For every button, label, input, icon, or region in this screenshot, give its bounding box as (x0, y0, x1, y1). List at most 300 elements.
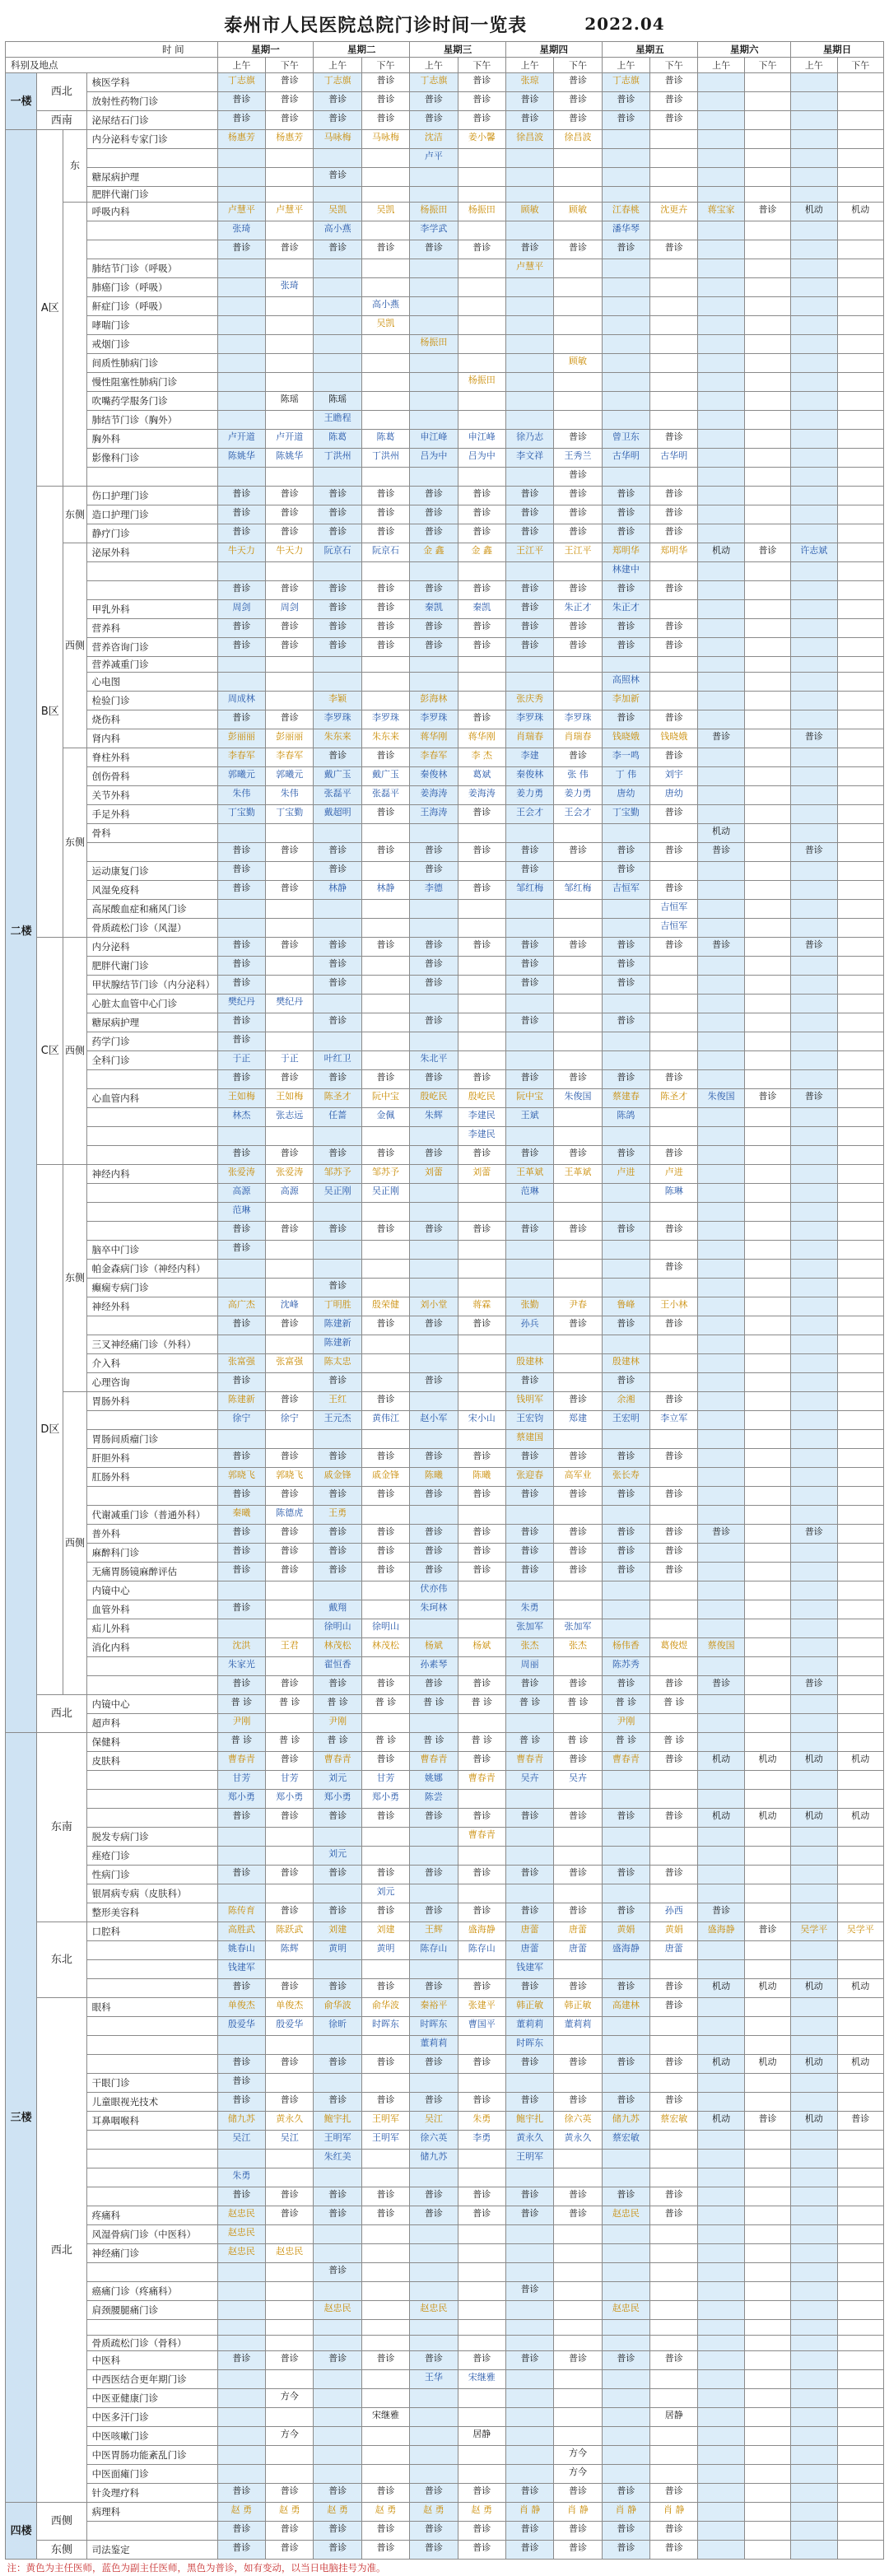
schedule-slot (602, 2446, 649, 2465)
schedule-slot (650, 2093, 698, 2112)
doctor-name: 普诊 (281, 1563, 299, 1577)
schedule-slot (837, 1222, 884, 1241)
schedule-slot (791, 187, 837, 203)
doctor-name: 普诊 (281, 73, 299, 87)
doctor-name: 普诊 (569, 843, 587, 857)
schedule-slot (314, 354, 361, 373)
schedule-slot (361, 2301, 409, 2320)
schedule-slot (410, 1828, 458, 1847)
schedule-slot (458, 692, 505, 710)
schedule-slot (458, 1146, 505, 1165)
schedule-slot (602, 843, 649, 862)
schedule-slot (791, 1411, 837, 1430)
department-name: 泌尿结石门诊 (86, 111, 217, 130)
table-row (6, 2541, 884, 2560)
doctor-name: 普诊 (328, 168, 347, 182)
schedule-slot (361, 710, 409, 729)
table-row (6, 2074, 884, 2093)
schedule-slot (505, 297, 553, 316)
doctor-name: 刘元 (376, 1884, 394, 1898)
schedule-slot (314, 1866, 361, 1884)
doctor-name: 普诊 (617, 1676, 635, 1690)
schedule-slot (744, 297, 790, 316)
schedule-slot (361, 1070, 409, 1089)
schedule-slot (602, 1108, 649, 1127)
schedule-slot (217, 92, 265, 111)
schedule-slot (266, 1866, 314, 1884)
department-name: 伤口护理门诊 (86, 487, 217, 505)
schedule-slot (458, 862, 505, 881)
schedule-slot (650, 919, 698, 938)
doctor-name: 普诊 (665, 1260, 683, 1274)
department-name: 风湿骨病门诊（中医科） (86, 2225, 217, 2244)
doctor-name: 卢平 (425, 149, 443, 163)
schedule-slot (791, 1373, 837, 1392)
doctor-name: 郭晓飞 (228, 1468, 255, 1482)
schedule-slot (837, 881, 884, 900)
doctor-name: 普诊 (472, 1563, 491, 1577)
table-row (6, 957, 884, 976)
schedule-slot (744, 562, 790, 581)
schedule-slot (698, 1430, 744, 1449)
doctor-name: 普诊 (425, 1222, 443, 1236)
schedule-slot (837, 2187, 884, 2206)
schedule-slot (698, 1051, 744, 1070)
doctor-name: 机动 (712, 1752, 730, 1766)
schedule-slot (554, 919, 602, 938)
doctor-name: 普诊 (328, 240, 347, 254)
schedule-slot (361, 1354, 409, 1373)
doctor-name: 刘元 (328, 1771, 347, 1785)
schedule-slot (650, 1184, 698, 1203)
schedule-slot (217, 316, 265, 335)
schedule-slot (744, 1525, 790, 1544)
schedule-slot (554, 729, 602, 748)
schedule-slot (698, 1373, 744, 1392)
doctor-name: 普诊 (472, 1809, 491, 1823)
schedule-slot (650, 2150, 698, 2168)
table-row (6, 316, 884, 335)
department-name: 心理咨询 (86, 1373, 217, 1392)
department-name (86, 1411, 217, 1430)
schedule-slot (837, 1733, 884, 1752)
schedule-slot (837, 1051, 884, 1070)
schedule-slot (217, 449, 265, 468)
schedule-slot (314, 1335, 361, 1354)
doctor-name: 普诊 (281, 619, 299, 633)
schedule-slot (266, 1600, 314, 1619)
schedule-slot (314, 2465, 361, 2484)
doctor-name: 普诊 (425, 976, 443, 990)
schedule-slot (217, 1070, 265, 1089)
schedule-slot (266, 1847, 314, 1866)
schedule-slot (314, 919, 361, 938)
schedule-slot (698, 1449, 744, 1468)
doctor-name: 普诊 (665, 1146, 683, 1160)
schedule-slot (602, 1676, 649, 1695)
schedule-slot (650, 657, 698, 673)
department-name (86, 1146, 217, 1165)
doctor-name: 卢慧平 (276, 203, 303, 217)
schedule-slot (744, 1828, 790, 1847)
schedule-slot (791, 2370, 837, 2389)
doctor-name: 居静 (472, 2427, 491, 2441)
day-header: 星期六 (698, 42, 791, 58)
schedule-slot (650, 900, 698, 919)
schedule-slot (266, 1657, 314, 1676)
schedule-slot (361, 2244, 409, 2263)
schedule-slot (314, 2541, 361, 2560)
schedule-slot (410, 1165, 458, 1184)
schedule-slot (698, 2484, 744, 2503)
schedule-slot (217, 619, 265, 638)
doctor-name: 普 诊 (663, 1695, 685, 1709)
schedule-slot (505, 1260, 553, 1279)
doctor-name: 普诊 (521, 862, 539, 876)
schedule-slot (650, 1922, 698, 1941)
schedule-slot (217, 1203, 265, 1222)
doctor-name: 秦凯 (472, 600, 491, 614)
schedule-slot (458, 543, 505, 562)
schedule-slot (458, 1638, 505, 1657)
schedule-slot (791, 1695, 837, 1714)
table-row (6, 1922, 884, 1941)
table-row (6, 581, 884, 600)
schedule-slot (410, 562, 458, 581)
day-header: 星期日 (791, 42, 884, 58)
schedule-slot (744, 259, 790, 278)
doctor-name: 普诊 (569, 2206, 587, 2220)
schedule-slot (361, 862, 409, 881)
schedule-slot (458, 1335, 505, 1354)
doctor-name: 唐幼 (617, 786, 635, 800)
doctor-name: 普诊 (665, 638, 683, 652)
schedule-slot (791, 2244, 837, 2263)
schedule-slot (791, 1544, 837, 1563)
schedule-slot (361, 1468, 409, 1487)
schedule-slot (791, 297, 837, 316)
doctor-name: 鲍宇扎 (324, 2112, 351, 2126)
schedule-slot (554, 805, 602, 824)
schedule-slot (217, 487, 265, 505)
doctor-name: 彭丽丽 (228, 729, 255, 743)
schedule-slot (314, 1051, 361, 1070)
schedule-slot (554, 1960, 602, 1979)
doctor-name: 普诊 (665, 881, 683, 895)
schedule-slot (361, 957, 409, 976)
doctor-name: 普 诊 (519, 1695, 541, 1709)
doctor-name: 普诊 (665, 111, 683, 125)
schedule-slot (744, 2282, 790, 2301)
department-name (86, 1657, 217, 1676)
schedule-slot (837, 278, 884, 297)
doctor-name: 马咏梅 (324, 130, 351, 144)
schedule-slot (505, 1392, 553, 1411)
schedule-slot (602, 411, 649, 430)
schedule-slot (266, 1619, 314, 1638)
doctor-name: 沈更卉 (660, 203, 687, 217)
doctor-name: 张杰 (569, 1638, 587, 1652)
doctor-name: 机动 (712, 2055, 730, 2069)
schedule-slot (650, 240, 698, 259)
doctor-name: 杨振田 (420, 335, 447, 349)
schedule-slot (410, 1866, 458, 1884)
schedule-slot (266, 259, 314, 278)
doctor-name: 吕为中 (420, 449, 447, 463)
schedule-slot (505, 995, 553, 1013)
schedule-slot (602, 957, 649, 976)
schedule-slot (410, 881, 458, 900)
schedule-slot (554, 2074, 602, 2093)
schedule-slot (602, 2336, 649, 2351)
doctor-name: 普诊 (425, 1979, 443, 1993)
schedule-slot (554, 1506, 602, 1525)
schedule-slot (554, 2206, 602, 2225)
area-label: C区 (37, 938, 63, 1165)
doctor-name: 普诊 (665, 92, 683, 106)
schedule-slot (837, 692, 884, 710)
doctor-name: 王华 (425, 2370, 443, 2384)
doctor-name: 普诊 (328, 1070, 347, 1084)
schedule-slot (505, 1373, 553, 1392)
schedule-slot (698, 1525, 744, 1544)
doctor-name: 伏亦伟 (420, 1581, 447, 1595)
schedule-slot (266, 1051, 314, 1070)
floor-label: 一楼 (6, 73, 37, 130)
table-row (6, 1657, 884, 1676)
schedule-slot (410, 2036, 458, 2055)
schedule-slot (266, 111, 314, 130)
doctor-name: 普诊 (425, 1525, 443, 1539)
schedule-slot (217, 1108, 265, 1127)
doctor-name: 普诊 (281, 881, 299, 895)
schedule-slot (602, 1070, 649, 1089)
doctor-name: 单俊杰 (276, 1998, 303, 2012)
schedule-slot (314, 1449, 361, 1468)
doctor-name: 邹苏予 (324, 1165, 351, 1179)
schedule-slot (410, 487, 458, 505)
schedule-slot (698, 2320, 744, 2336)
doctor-name: 普诊 (521, 2187, 539, 2201)
doctor-name: 普诊 (328, 843, 347, 857)
doctor-name: 普诊 (281, 1392, 299, 1406)
schedule-slot (505, 1638, 553, 1657)
schedule-slot (744, 919, 790, 938)
schedule-slot (698, 1998, 744, 2017)
doctor-name: 普诊 (376, 1809, 394, 1823)
schedule-slot (650, 1752, 698, 1771)
doctor-name: 黄伟江 (372, 1411, 399, 1425)
schedule-slot (361, 1884, 409, 1903)
doctor-name: 陈跃武 (276, 1922, 303, 1936)
table-row (6, 1619, 884, 1638)
schedule-slot (217, 1165, 265, 1184)
schedule-slot (744, 2336, 790, 2351)
schedule-slot (361, 1790, 409, 1809)
doctor-name: 普诊 (521, 843, 539, 857)
doctor-name: 普诊 (472, 1866, 491, 1880)
schedule-slot (410, 862, 458, 881)
schedule-slot (554, 1468, 602, 1487)
schedule-slot (410, 1297, 458, 1316)
schedule-slot (554, 2131, 602, 2150)
doctor-name: 唐蕾 (521, 1941, 539, 1955)
schedule-slot (554, 1070, 602, 1089)
page-title: 泰州市人民医院总院门诊时间一览表 (224, 12, 527, 37)
doctor-name: 普诊 (232, 1525, 250, 1539)
schedule-slot (650, 2112, 698, 2131)
schedule-slot (505, 2225, 553, 2244)
doctor-name: 戴翔 (328, 1600, 347, 1614)
schedule-slot (791, 149, 837, 168)
schedule-slot (791, 2055, 837, 2074)
schedule-slot (217, 1468, 265, 1487)
schedule-slot (458, 2225, 505, 2244)
schedule-slot (266, 1733, 314, 1752)
schedule-slot (314, 1941, 361, 1960)
schedule-slot (837, 581, 884, 600)
schedule-slot (744, 373, 790, 392)
doctor-name: 普诊 (425, 1373, 443, 1387)
doctor-name: 张志远 (276, 1108, 303, 1122)
schedule-slot (744, 1638, 790, 1657)
schedule-slot (791, 938, 837, 957)
doctor-name: 普诊 (805, 938, 823, 952)
doctor-name: 普诊 (472, 1449, 491, 1463)
doctor-name: 陈姚华 (228, 449, 255, 463)
schedule-slot (458, 1127, 505, 1146)
schedule-slot (505, 2206, 553, 2225)
schedule-slot (217, 1146, 265, 1165)
period-header: 下午 (458, 58, 505, 73)
schedule-slot (314, 221, 361, 240)
schedule-slot (458, 1449, 505, 1468)
schedule-slot (361, 1279, 409, 1297)
doctor-name: 普诊 (425, 938, 443, 952)
doctor-name: 普诊 (617, 1449, 635, 1463)
schedule-slot (554, 976, 602, 995)
schedule-slot (698, 487, 744, 505)
doctor-name: 普诊 (472, 581, 491, 595)
schedule-slot (266, 449, 314, 468)
schedule-slot (458, 1998, 505, 2017)
schedule-slot (458, 1544, 505, 1563)
doctor-name: 宋继雅 (468, 2370, 496, 2384)
schedule-slot (458, 149, 505, 168)
doctor-name: 普诊 (232, 862, 250, 876)
department-name: 肛肠外科 (86, 1468, 217, 1487)
schedule-slot (602, 111, 649, 130)
schedule-slot (791, 543, 837, 562)
schedule-slot (361, 130, 409, 149)
schedule-slot (314, 1411, 361, 1430)
schedule-slot (791, 786, 837, 805)
table-row (6, 805, 884, 824)
schedule-slot (458, 2503, 505, 2522)
department-name: 戒烟门诊 (86, 335, 217, 354)
schedule-slot (410, 638, 458, 657)
doctor-name: 戚金锋 (324, 1468, 351, 1482)
schedule-slot (837, 354, 884, 373)
schedule-slot (266, 2427, 314, 2446)
department-name: 呼吸内科 (86, 203, 217, 221)
schedule-slot (314, 2427, 361, 2446)
schedule-slot (554, 1733, 602, 1752)
doctor-name: 丁志旗 (420, 73, 447, 87)
department-name: 心脏太血管中心门诊 (86, 995, 217, 1013)
schedule-slot (266, 1790, 314, 1809)
schedule-slot (361, 1809, 409, 1828)
doctor-name: 赵忠民 (228, 2206, 255, 2220)
schedule-slot (410, 1089, 458, 1108)
doctor-name: 高广杰 (228, 1297, 255, 1311)
schedule-slot (744, 92, 790, 111)
schedule-slot (410, 1013, 458, 1032)
schedule-slot (410, 2263, 458, 2282)
doctor-name: 殷荣健 (372, 1297, 399, 1311)
schedule-slot (458, 1184, 505, 1203)
schedule-slot (217, 1544, 265, 1563)
department-name (86, 221, 217, 240)
schedule-slot (650, 2187, 698, 2206)
table-row (6, 2055, 884, 2074)
schedule-slot (744, 449, 790, 468)
schedule-slot (650, 1903, 698, 1922)
schedule-slot (458, 562, 505, 581)
doctor-name: 陈曦 (425, 1468, 443, 1482)
schedule-slot (698, 1279, 744, 1297)
department-name: 肥胖代谢门诊 (86, 957, 217, 976)
department-name: 胃肠外科 (86, 1392, 217, 1411)
schedule-slot (266, 2351, 314, 2370)
schedule-slot (837, 2055, 884, 2074)
schedule-slot (650, 957, 698, 976)
doctor-name: 普诊 (569, 111, 587, 125)
schedule-slot (791, 487, 837, 505)
schedule-slot (217, 692, 265, 710)
doctor-name: 邹红梅 (564, 881, 591, 895)
schedule-slot (266, 1392, 314, 1411)
doctor-name: 普诊 (805, 729, 823, 743)
schedule-slot (744, 2263, 790, 2282)
schedule-slot (554, 786, 602, 805)
schedule-slot (791, 1809, 837, 1828)
doctor-name: 普诊 (376, 73, 394, 87)
department-name: 骨质疏松门诊（风湿） (86, 919, 217, 938)
schedule-slot (314, 767, 361, 786)
doctor-name: 普诊 (376, 638, 394, 652)
schedule-slot (458, 1657, 505, 1676)
doctor-name: 普诊 (521, 505, 539, 519)
schedule-slot (314, 149, 361, 168)
doctor-name: 金 鑫 (471, 543, 492, 557)
schedule-slot (266, 1771, 314, 1790)
schedule-slot (650, 938, 698, 957)
doctor-name: 杨斌 (472, 1638, 491, 1652)
schedule-slot (314, 2301, 361, 2320)
doctor-name: 顾敏 (521, 203, 539, 217)
doctor-name: 普诊 (521, 1013, 539, 1027)
schedule-slot (505, 1032, 553, 1051)
schedule-slot (744, 692, 790, 710)
schedule-slot (266, 130, 314, 149)
schedule-slot (266, 619, 314, 638)
doctor-name: 普诊 (617, 1903, 635, 1917)
doctor-name: 吴凯 (376, 203, 394, 217)
table-row (6, 881, 884, 900)
schedule-slot (410, 2351, 458, 2370)
schedule-slot (458, 2036, 505, 2055)
